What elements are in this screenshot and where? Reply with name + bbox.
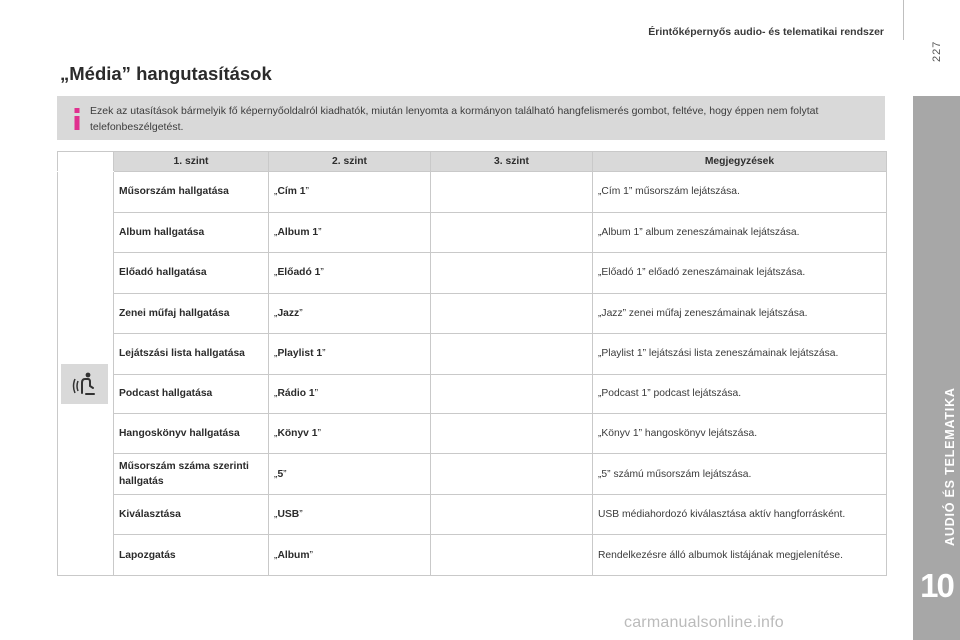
header-divider [903,0,904,40]
note-cell: Rendelkezésre álló albumok listájának megjelenítése. [593,535,887,576]
page-number: 227 [931,40,943,62]
level3-cell [431,494,593,535]
info-icon [71,102,83,134]
level1-cell: Zenei műfaj hallgatása [114,293,269,334]
table-row [58,172,887,213]
level2-cell: „Cím 1” [269,172,431,213]
level1-cell: Lapozgatás [114,535,269,576]
header-title: Érintőképernyős audio- és telematikai rendszer [648,26,884,38]
table-header-notes: Megjegyzések [593,152,887,172]
note-cell: „Előadó 1” előadó zeneszámainak lejátszása. [593,253,887,294]
level3-cell [431,293,593,334]
table-row [58,293,887,334]
level1-cell: Műsorszám hallgatása [114,172,269,213]
table-header-level1: 1. szint [114,152,269,172]
level2-cell: „Album” [269,535,431,576]
level2-cell: „USB” [269,494,431,535]
level2-cell: „Rádio 1” [269,374,431,413]
table-row [58,334,887,375]
table-header-row [58,152,887,172]
level1-cell: Műsorszám száma szerinti hallgatás [114,454,269,495]
level3-cell [431,535,593,576]
level3-cell [431,172,593,213]
table-header-empty [58,152,114,172]
level2-cell: „Playlist 1” [269,334,431,375]
table-row [58,212,887,253]
level2-cell: „Könyv 1” [269,413,431,454]
level1-cell: Hangoskönyv hallgatása [114,413,269,454]
chapter-number: 10 [920,567,953,604]
table-row [58,413,887,454]
note-cell: „Podcast 1” podcast lejátszása. [593,374,887,413]
level2-cell: „Előadó 1” [269,253,431,294]
voice-icon-cell [58,172,114,576]
level1-cell: Podcast hallgatása [114,374,269,413]
section-title: „Média” hangutasítások [60,63,272,84]
note-cell: „Cím 1” műsorszám lejátszása. [593,172,887,213]
note-cell: „Jazz” zenei műfaj zeneszámainak lejátszása. [593,293,887,334]
level3-cell [431,374,593,413]
note-cell: „5” számú műsorszám lejátszása. [593,454,887,495]
level3-cell [431,212,593,253]
table-row [58,454,887,495]
table-row [58,494,887,535]
level3-cell [431,454,593,495]
table-row [58,253,887,294]
chapter-label: AUDIÓ ÉS TELEMATIKA [943,387,957,546]
level1-cell: Kiválasztása [114,494,269,535]
table-header-level3: 3. szint [431,152,593,172]
table-row [58,535,887,576]
info-box [57,96,885,140]
voice-command-icon [61,364,108,404]
level2-cell: „Album 1” [269,212,431,253]
chapter-side-tab [913,96,960,640]
level3-cell [431,253,593,294]
level3-cell [431,413,593,454]
note-cell: USB médiahordozó kiválasztása aktív hangforrásként. [593,494,887,535]
table-row [58,374,887,413]
level1-cell: Lejátszási lista hallgatása [114,334,269,375]
level2-cell: „Jazz” [269,293,431,334]
voice-command-table [57,151,887,576]
level2-cell: „5” [269,454,431,495]
watermark: carmanualsonline.info [624,614,784,631]
note-cell: „Album 1” album zeneszámainak lejátszása. [593,212,887,253]
level3-cell [431,334,593,375]
table-header-level2: 2. szint [269,152,431,172]
info-text: Ezek az utasítások bármelyik fő képernyőoldalról kiadhatók, miután lenyomta a kormányon található hangfelismerés gombot, feltéve, hogy éppen nem folytat telefonbeszélgetést. [90,105,819,133]
level1-cell: Előadó hallgatása [114,253,269,294]
note-cell: „Könyv 1” hangoskönyv lejátszása. [593,413,887,454]
level1-cell: Album hallgatása [114,212,269,253]
note-cell: „Playlist 1” lejátszási lista zeneszámainak lejátszása. [593,334,887,375]
